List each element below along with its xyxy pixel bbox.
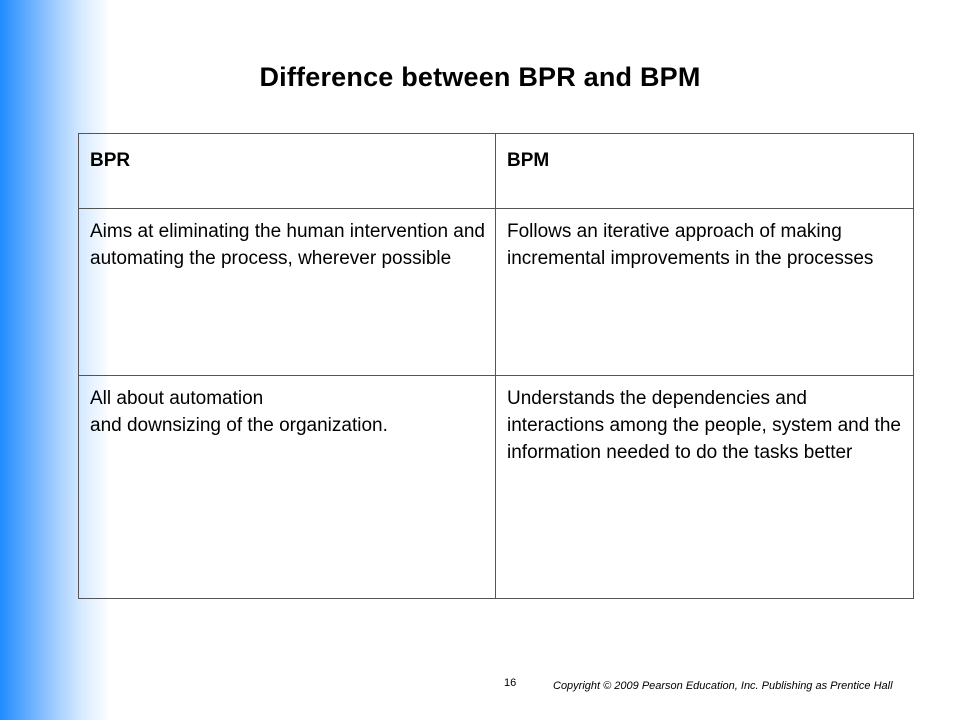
bpr-cell-line: All about automation [90, 388, 264, 409]
copyright-notice: Copyright © 2009 Pearson Education, Inc. Publishing as Prentice Hall [553, 680, 893, 692]
table-row [79, 376, 914, 599]
bpm-cell: Understands the dependencies and interactions among the people, system and the information needed to do the tasks better [496, 376, 914, 599]
bpr-cell [79, 376, 496, 599]
bpr-cell-line: and downsizing of the organization. [90, 415, 388, 436]
comparison-table [78, 133, 914, 599]
bpr-cell: Aims at eliminating the human intervention and automating the process, wherever possible [79, 209, 496, 376]
header-cell-bpr: BPR [79, 134, 496, 209]
page-number: 16 [504, 677, 517, 689]
table-row [79, 209, 914, 376]
header-cell-bpm: BPM [496, 134, 914, 209]
bpm-cell: Follows an iterative approach of making incremental improvements in the processes [496, 209, 914, 376]
table-header-row [79, 134, 914, 209]
slide-title: Difference between BPR and BPM [259, 62, 701, 92]
